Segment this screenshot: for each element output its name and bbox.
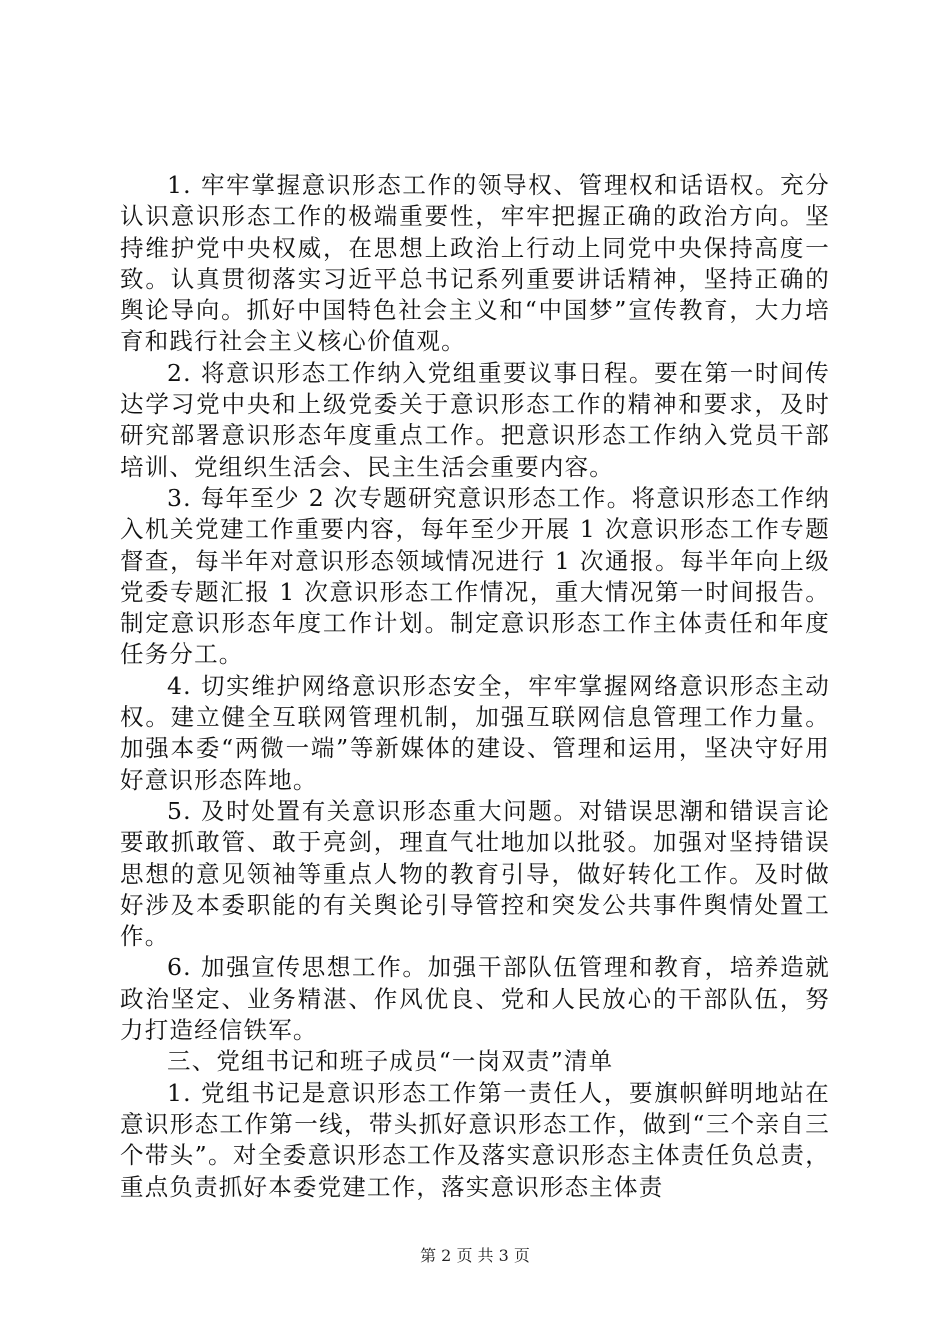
paragraph-1: 1. 牢牢掌握意识形态工作的领导权、管理权和话语权。充分认识意识形态工作的极端重要性，牢牢把握正确的政治方向。坚持维护党中央权威，在思想上政治上行动上同党中央保持高度一致。认真贯彻落实习近平总书记系列重要讲话精神，坚持正确的舆论导向。抓好中国特色社会主义和“中国梦”宣传教育，大力培育和践行社会主义核心价值观。 bbox=[120, 171, 830, 356]
paragraph-2: 2. 将意识形态工作纳入党组重要议事日程。要在第一时间传达学习党中央和上级党委关于意识形态工作的精神和要求，及时研究部署意识形态年度重点工作。把意识形态工作纳入党员干部培训、党组织生活会、民主生活会重要内容。 bbox=[120, 358, 830, 481]
paragraph-7: 1. 党组书记是意识形态工作第一责任人，要旗帜鲜明地站在意识形态工作第一线，带头抓好意识形态工作，做到“三个亲自三个带头”。对全委意识形态工作及落实意识形态主体责任负总责，重点负责抓好本委党建工作，落实意识形态主体责 bbox=[120, 1078, 830, 1201]
paragraph-4: 4. 切实维护网络意识形态安全，牢牢掌握网络意识形态主动权。建立健全互联网管理机制，加强互联网信息管理工作力量。加强本委“两微一端”等新媒体的建设、管理和运用，坚决守好用好意识形态阵地。 bbox=[120, 671, 830, 794]
paragraph-5: 5. 及时处置有关意识形态重大问题。对错误思潮和错误言论要敢抓敢管、敢于亮剑，理直气壮地加以批驳。加强对坚持错误思想的意见领袖等重点人物的教育引导，做好转化工作。及时做好涉及本委职能的有关舆论引导管控和突发公共事件舆情处置工作。 bbox=[120, 796, 830, 951]
paragraph-6: 6. 加强宣传思想工作。加强干部队伍管理和教育，培养造就政治坚定、业务精湛、作风优良、党和人民放心的干部队伍，努力打造经信铁军。 bbox=[120, 953, 830, 1045]
paragraph-3: 3. 每年至少 2 次专题研究意识形态工作。将意识形态工作纳入机关党建工作重要内容，每年至少开展 1 次意识形态工作专题督查，每半年对意识形态领域情况进行 1 次通报。每半年向上级党委专题汇报 1 次意识形态工作情况，重大情况第一时间报告。制定意识形态年度工作计划。制定意识形态工作主体责任和年度任务分工。 bbox=[120, 483, 830, 669]
document-body bbox=[120, 170, 830, 1203]
section-heading: 三、党组书记和班子成员“一岗双责”清单 bbox=[167, 1047, 614, 1076]
page-footer: 第 2 页 共 3 页 bbox=[420, 1246, 530, 1265]
